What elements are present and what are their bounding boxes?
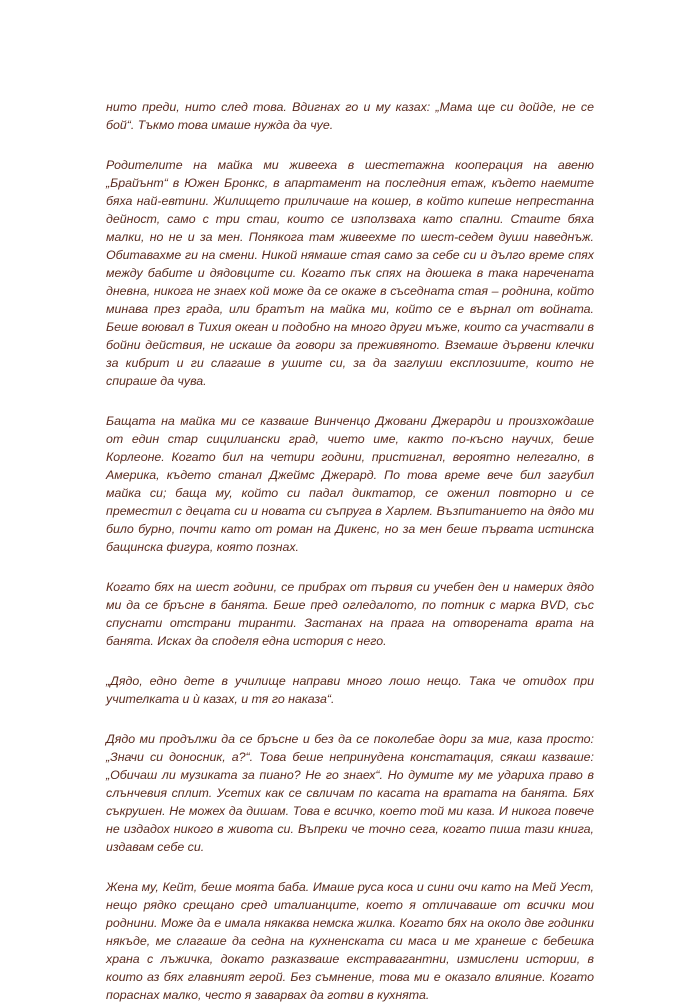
paragraph-3: Бащата на майка ми се казваше Винченцо Джовани Джерарди и произхождаше от един стар сицилиански град, чието име, както по-късно научих, беше Корлеоне. Когато бил на четири години, пристигнал, вероятно нелегално, в Америка, където станал Джеймс Джерард. По това време вече бил загубил майка си; баща му, който си падал диктатор, се оженил повторно и се преместил с децата си и новата си съпруга в Харлем. Възпитанието на дядо ми било бурно, почти като от роман на Дикенс, но за мен беше първата истинска бащинска фигура, която познах. <box>106 414 594 554</box>
paragraph-6: Дядо ми продължи да се бръсне и без да се поколебае дори за миг, каза просто: „Значи си доносник, а?“. Това беше непринудена констатация, сякаш казваше: „Обичаш ли музиката за пиано? Не го знаех“. Но думите му ме удариха право в слънчевия сплит. Усетих как се свличам по касата на вратата на банята. Бях съкрушен. Не можех да дишам. Това е всичко, което той ми каза. И никога повече не издадох никого в живота си. Въпреки че точно сега, когато пиша тази книга, издавам себе си. <box>106 732 594 854</box>
paragraph-4: Когато бях на шест години, се прибрах от първия си учебен ден и намерих дядо ми да се бръсне в банята. Беше пред огледалото, по потник с марка BVD, със спуснати отстрани тиранти. Застанах на прага на отворената врата на банята. Исках да споделя една история с него. <box>106 580 594 648</box>
paragraph-5: „Дядо, едно дете в училище направи много лошо нещо. Така че отидох при учителката и ѝ казах, и тя го наказа“. <box>106 674 594 706</box>
paragraph-2: Родителите на майка ми живееха в шестетажна кооперация на авеню „Брайънт“ в Южен Бронкс, в апартамент на последния етаж, където наемите бяха най-евтини. Жилището приличаше на кошер, в който кипеше непрестанна дейност, само с три стаи, които се използваха като спални. Стаите бяха малки, но не и за мен. Понякога там живеехме по шест-седем души наведнъж. Обитавахме ги на смени. Никой нямаше стая само за себе си и дълго време спях между бабите и дядовците си. Когато пък спях на дюшека в така наречената дневна, никога не знаех кой може да се окаже в съседната стая – роднина, който минава през града, или братът на майка ми, който се е върнал от войната. Беше воювал в Тихия океан и подобно на много други мъже, които са участвали в бойни действия, не искаше да говори за преживяното. Вземаше дървени клечки за кибрит и ги слагаше в ушите си, за да заглуши експлозиите, които не спираше да чува. <box>106 158 594 388</box>
paragraph-1: нито преди, нито след това. Вдигнах го и му казах: „Мама ще си дойде, не се бой“. Тъкмо това имаше нужда да чуе. <box>106 100 594 132</box>
paragraph-7: Жена му, Кейт, беше моята баба. Имаше руса коса и сини очи като на Мей Уест, нещо рядко срещано сред италианците, което я отличаваше от всички мои роднини. Може да е имала някаква немска жилка. Когато бях на около две годинки някъде, ме слагаше да седна на кухненската си маса и ме хранеше с бебешка храна с лъжичка, докато разказваше екстравагантни, измислени истории, в които аз бях главният герой. Без съмнение, това ми е оказало влияние. Когато пораснах малко, често я заварвах да готви в кухнята. <box>106 880 594 1002</box>
